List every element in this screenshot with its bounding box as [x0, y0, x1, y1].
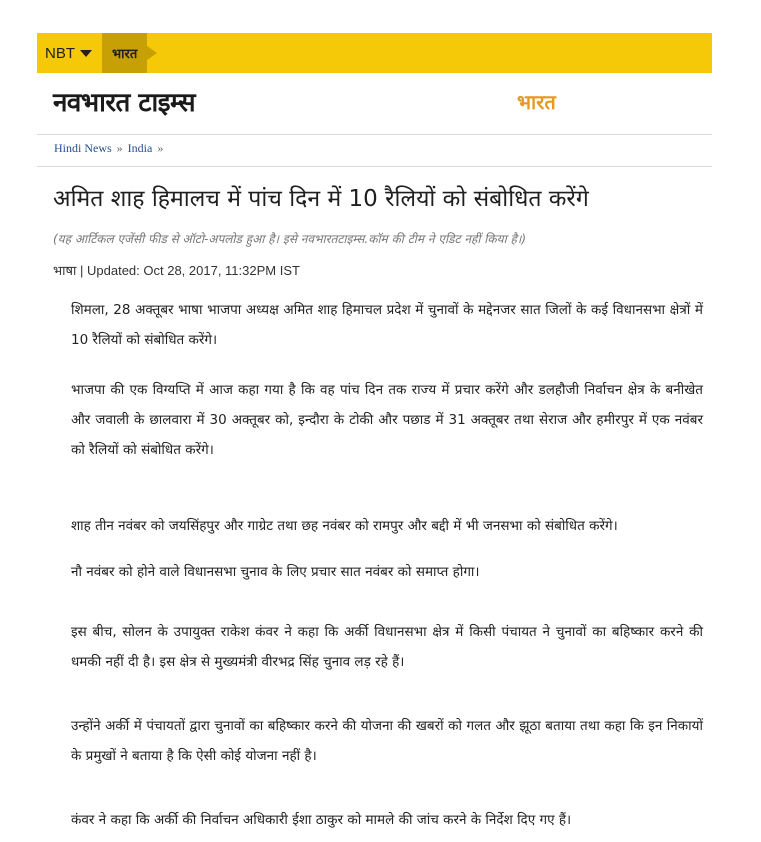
- article-paragraph: कंवर ने कहा कि अर्की की निर्वाचन अधिकारी ईशा ठाकुर को मामले की जांच करने के निर्देश दिए गए हैं।: [71, 812, 572, 828]
- article-headline: अमित शाह हिमालच में पांच दिन में 10 रैलियों को संबोधित करेंगे: [53, 186, 589, 212]
- breadcrumb-link-india[interactable]: India: [127, 141, 153, 155]
- article-updated-time: Updated: Oct 28, 2017, 11:32PM IST: [87, 263, 300, 278]
- article-paragraph: शाह तीन नवंबर को जयसिंहपुर और गाग्रेट तथा छह नवंबर को रामपुर और बद्दी में भी जनसभा को संबोधित करेंगे।: [71, 518, 618, 534]
- top-nav-bar: [37, 33, 712, 73]
- section-tab-label: भारत: [112, 47, 138, 62]
- article-paragraph: नौ नवंबर को होने वाले विधानसभा चुनाव के लिए प्रचार सात नवंबर को समाप्त होगा।: [71, 564, 480, 580]
- divider: [37, 134, 712, 135]
- article-byline: भाषा | Updated: Oct 28, 2017, 11:32PM IST: [53, 263, 300, 278]
- site-logo[interactable]: नवभारत टाइम्स: [53, 88, 196, 118]
- breadcrumb: [54, 141, 165, 156]
- nbt-label: NBT: [45, 44, 75, 62]
- article-paragraph: भाजपा की एक विग्यप्ति में आज कहा गया है कि वह पांच दिन तक राज्य में प्रचार करेंगे और डलहौजी निर्वाचन क्षेत्र के बनीखेत और जवाली के छालवारा में 30 अक्तूबर को, इन्दौरा के टोकी और पछाड में 31 अक्तूबर तथा सेराज और हमीरपुर में एक नवंबर को रैलियों को संबोधित करेंगे।: [71, 382, 703, 458]
- article-body: [71, 295, 703, 835]
- section-tab-bharat[interactable]: [102, 33, 147, 73]
- article-paragraph: उन्होंने अर्की में पंचायतों द्वारा चुनावों का बहिष्कार करने की योजना की खबरों को गलत और झूठा बताया तथा कहा कि इन निकायों के प्रमुखों ने बताया है कि ऐसी कोई योजना नहीं है।: [71, 718, 703, 764]
- divider: [37, 166, 712, 167]
- article-paragraph: इस बीच, सोलन के उपायुक्त राकेश कंवर ने कहा कि अर्की विधानसभा क्षेत्र में किसी पंचायत ने चुनावों का बहिष्कार करने की धमकी नहीं दी है। इस क्षेत्र से मुख्यमंत्री वीरभद्र सिंह चुनाव लड़ रहे हैं।: [71, 624, 703, 670]
- article-source: भाषा: [53, 263, 77, 278]
- agency-feed-disclaimer: (यह आर्टिकल एजेंसी फीड से ऑटो-अपलोड हुआ है। इसे नवभारतटाइम्स.कॉम की टीम ने एडिट नहीं किया है।): [53, 232, 527, 246]
- nbt-menu-button[interactable]: [37, 33, 100, 73]
- section-heading[interactable]: भारत: [517, 90, 556, 114]
- article-paragraph: शिमला, 28 अक्तूबर भाषा भाजपा अध्यक्ष अमित शाह हिमाचल प्रदेश में चुनावों के मद्देनजर सात जिलों के कई विधानसभा क्षेत्रों में 10 रैलियों को संबोधित करेंगे।: [71, 302, 703, 348]
- breadcrumb-separator: »: [157, 141, 164, 155]
- breadcrumb-link-hindi-news[interactable]: Hindi News: [54, 141, 112, 155]
- caret-down-icon: [80, 50, 92, 57]
- breadcrumb-separator: »: [116, 141, 123, 155]
